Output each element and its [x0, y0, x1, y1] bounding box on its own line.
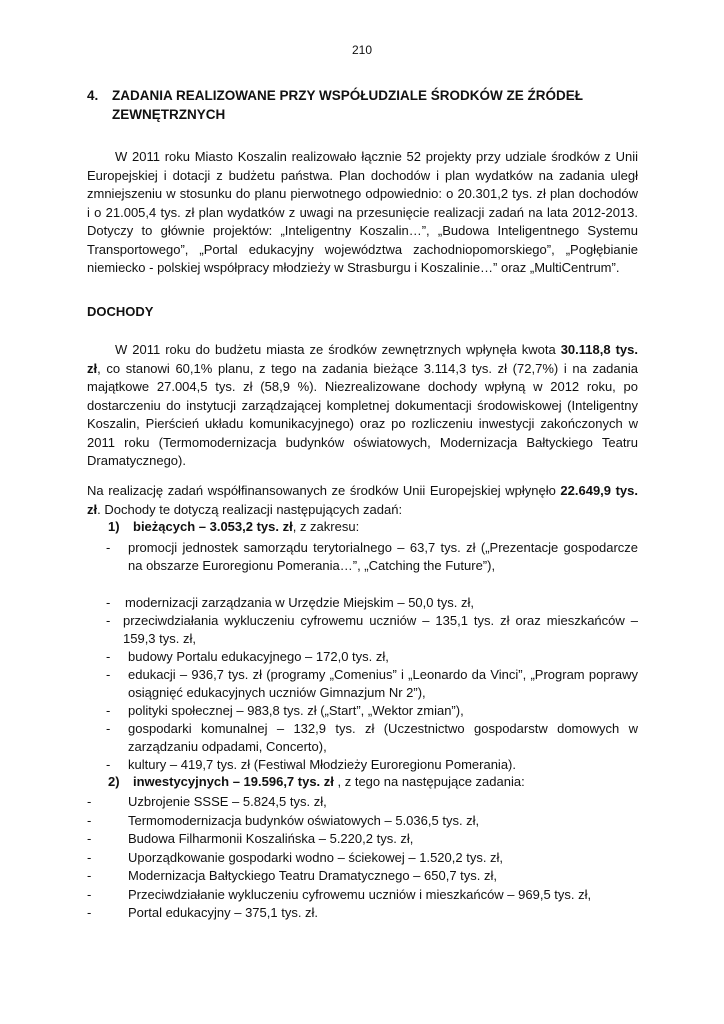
eu-text-2: . Dochody te dotyczą realizacji następujących zadań:	[97, 501, 403, 517]
list-item	[87, 904, 638, 922]
list-item-text: Uporządkowanie gospodarki wodno – ściekowej – 1.520,2 tys. zł,	[128, 850, 504, 865]
dash: -	[106, 757, 111, 772]
current-label-rest: , z zakresu:	[292, 519, 360, 534]
list-item-text: Uzbrojenie SSSE – 5.824,5 tys. zł,	[128, 794, 327, 809]
list-item-text: Termomodernizacja budynków oświatowych – 5.036,5 tys. zł,	[128, 813, 480, 828]
investment-number: 2)	[108, 774, 120, 789]
dochody-heading: DOCHODY	[87, 304, 154, 319]
dash: -	[87, 813, 92, 828]
dash: -	[87, 850, 92, 865]
dochody-paragraph	[87, 341, 638, 471]
list-item	[87, 812, 638, 830]
eu-text-1: Na realizację zadań współfinansowanych ze środków Unii Europejskiej wpłynęło	[87, 483, 561, 498]
list-item	[87, 666, 638, 702]
dash: -	[87, 868, 92, 883]
dash: -	[106, 703, 111, 718]
dash: -	[106, 595, 111, 610]
current-label: bieżących – 3.053,2 tys. zł	[133, 519, 293, 534]
list-item	[87, 648, 638, 666]
list-item	[87, 594, 638, 612]
dash: -	[106, 667, 111, 682]
dash: -	[106, 540, 111, 555]
list-item-text: promocji jednostek samorządu terytorialnego – 63,7 tys. zł („Prezentacje gospodarcze na obszarze Euroregionu Pomerania…”, „Catching the Future”),	[128, 540, 638, 573]
page-number: 210	[351, 43, 373, 57]
section-title-line1: ZADANIA REALIZOWANE PRZY WSPÓŁUDZIALE ŚRODKÓW ZE ŹRÓDEŁ	[112, 88, 583, 103]
section-number: 4.	[87, 88, 99, 103]
list-item	[87, 830, 638, 848]
section-heading	[87, 86, 647, 124]
list-item	[87, 612, 638, 648]
current-number: 1)	[108, 519, 120, 534]
list-item	[87, 849, 638, 867]
list-item	[87, 867, 638, 885]
dash: -	[106, 721, 111, 736]
list-item	[87, 539, 638, 575]
dochody-amount: 30.118,8 tys. zł	[87, 342, 638, 376]
list-item-text: gospodarki komunalnej – 132,9 tys. zł (Uczestnictwo gospodarstw domowych w zarządzaniu odpadami, Concerto),	[128, 721, 638, 754]
dash: -	[87, 831, 92, 846]
list-item	[87, 702, 638, 720]
section-title-line2: ZEWNĘTRZNYCH	[112, 107, 226, 122]
dochody-text-1: W 2011 roku do budżetu miasta ze środków zewnętrznych wpłynęła kwota	[115, 342, 561, 357]
dash: -	[87, 794, 92, 809]
list-item-text: Przeciwdziałanie wykluczeniu cyfrowemu uczniów i mieszkańców – 969,5 tys. zł,	[128, 887, 592, 902]
list-item-text: polityki społecznej – 983,8 tys. zł („Start”, „Wektor zmian”),	[128, 703, 464, 718]
eu-paragraph	[87, 482, 638, 519]
dash: -	[106, 613, 111, 628]
list-item-text: edukacji – 936,7 tys. zł (programy „Comenius” i „Leonardo da Vinci”, „Program poprawy osiągnięć edukacyjnych uczniów Gimnazjum Nr 2”),	[128, 667, 638, 700]
dash: -	[87, 905, 92, 920]
list-item	[87, 793, 638, 811]
list-item-text: kultury – 419,7 tys. zł (Festiwal Młodzieży Euroregionu Pomerania).	[128, 757, 516, 772]
list-item-text: Portal edukacyjny – 375,1 tys. zł.	[128, 905, 319, 920]
list-item-text: przeciwdziałania wykluczeniu cyfrowemu uczniów – 135,1 tys. zł oraz mieszkańców – 159,3 tys. zł,	[123, 613, 638, 646]
current-heading	[108, 519, 359, 534]
investment-heading	[108, 774, 525, 789]
dash: -	[106, 649, 111, 664]
eu-amount: 22.649,9 tys. zł	[87, 483, 638, 517]
list-item-text: budowy Portalu edukacyjnego – 172,0 tys. zł,	[128, 649, 389, 664]
list-item-text: modernizacji zarządzania w Urzędzie Miejskim – 50,0 tys. zł,	[125, 595, 474, 610]
dash: -	[87, 887, 92, 902]
dochody-text-2: , co stanowi 60,1% planu, z tego na zadania bieżące 3.114,3 tys. zł (72,7%) i na zadania majątkowe 27.004,5 tys. zł (58,9 %). Niezrealizowane dochody wpłyną w 2012 roku, po dostarczeniu do instytucji zarządzającej kompletnej dokumentacji środowiskowej (Inteligentny Koszalin, Pierścień układu komunikacyjnego) oraz po rozliczeniu inwestycji zakończonych w 2011 roku (Termomodernizacja budynków oświatowych, Modernizacja Bałtyckiego Teatru Dramatycznego).	[87, 360, 638, 468]
intro-paragraph: W 2011 roku Miasto Koszalin realizowało łącznie 52 projekty przy udziale środków z Unii Europejskiej i dotacji z budżetu państwa. Plan dochodów i plan wydatków na zadania uległ zmniejszeniu w stosunku do planu pierwotnego odpowiednio: o 20.301,2 tys. zł plan dochodów i o 21.005,4 tys. zł plan wydatków z uwagi na przesunięcie realizacji zadań na lata 2012-2013. Dotyczy to głównie projektów: „Inteligentny Koszalin…”, „Budowa Inteligentnego Systemu Transportowego”, „Portal edukacyjny województwa zachodniopomorskiego”, „Pogłębianie niemiecko - polskiej współpracy młodzieży w Strasburgu i Koszalinie…” oraz „MultiCentrum”.	[87, 149, 638, 275]
investment-label-rest: , z tego na następujące zadania:	[333, 774, 525, 789]
list-item-text: Modernizacja Bałtyckiego Teatru Dramatycznego – 650,7 tys. zł,	[128, 868, 497, 883]
investment-label: inwestycyjnych – 19.596,7 tys. zł	[133, 774, 334, 789]
list-item	[87, 886, 638, 904]
list-item	[87, 756, 638, 774]
list-item	[87, 720, 638, 756]
list-item-text: Budowa Filharmonii Koszalińska – 5.220,2 tys. zł,	[128, 831, 414, 846]
